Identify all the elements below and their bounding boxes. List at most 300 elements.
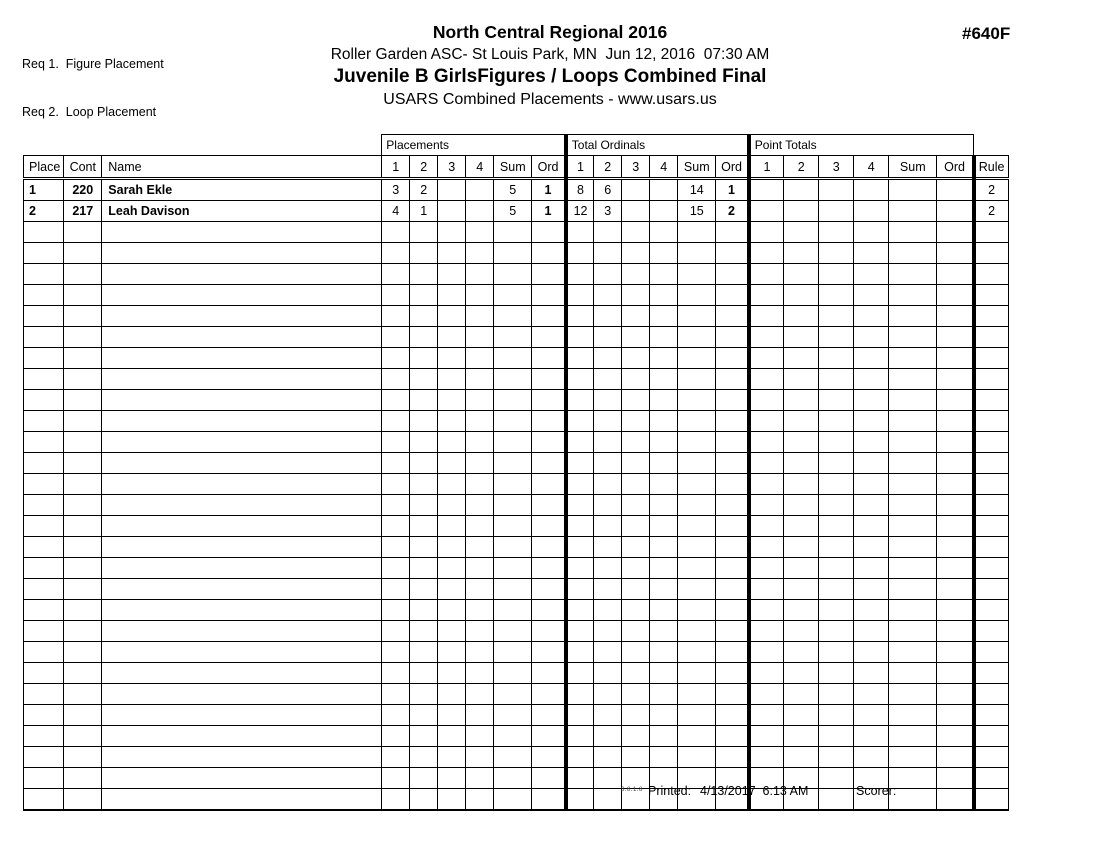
group-header-spacer-right [974, 135, 1008, 156]
cell-pt1 [749, 579, 784, 600]
cell-ptsum [889, 663, 937, 684]
cell-p2 [410, 621, 438, 642]
cell-cont: 220 [64, 179, 102, 201]
cell-pt1 [749, 516, 784, 537]
cell-cont [64, 537, 102, 558]
cell-ptord [937, 600, 974, 621]
cell-name [102, 684, 382, 705]
cell-pt2 [784, 537, 819, 558]
cell-place [24, 747, 64, 768]
cell-ptsum [889, 600, 937, 621]
cell-cont [64, 285, 102, 306]
cell-t2 [594, 516, 622, 537]
cell-t1 [566, 705, 594, 726]
cell-ptord [937, 579, 974, 600]
cell-pt1 [749, 684, 784, 705]
cell-pt2 [784, 327, 819, 348]
cell-place [24, 684, 64, 705]
cell-tord [716, 495, 749, 516]
cell-place [24, 726, 64, 747]
req-line-1: Req 1. Figure Placement [22, 57, 164, 71]
cell-ptord [937, 390, 974, 411]
cell-name: Sarah Ekle [102, 179, 382, 201]
cell-tord [716, 453, 749, 474]
cell-p2 [410, 684, 438, 705]
cell-pt4 [854, 179, 889, 201]
cell-tsum [678, 222, 716, 243]
cell-psum [494, 747, 532, 768]
cell-p1 [382, 579, 410, 600]
cell-p2 [410, 663, 438, 684]
cell-tsum [678, 747, 716, 768]
cell-pt2 [784, 621, 819, 642]
cell-p1 [382, 516, 410, 537]
col-header-tsum: Sum [678, 156, 716, 179]
cell-pord [532, 432, 566, 453]
cell-pord [532, 705, 566, 726]
cell-t2 [594, 684, 622, 705]
cell-p3 [438, 432, 466, 453]
printed-label: Printed: [648, 784, 692, 798]
cell-t1 [566, 558, 594, 579]
cell-t4 [650, 453, 678, 474]
cell-tord [716, 264, 749, 285]
cell-t4 [650, 285, 678, 306]
cell-t1 [566, 222, 594, 243]
cell-t1 [566, 306, 594, 327]
cell-name [102, 642, 382, 663]
cell-tsum [678, 285, 716, 306]
cell-t3 [622, 264, 650, 285]
req-line-2: Req 2. Loop Placement [22, 105, 157, 119]
cell-p2 [410, 348, 438, 369]
cell-tsum [678, 264, 716, 285]
cell-pord [532, 306, 566, 327]
cell-pord [532, 390, 566, 411]
cell-place [24, 453, 64, 474]
cell-name [102, 621, 382, 642]
cell-t4 [650, 747, 678, 768]
cell-rule [974, 600, 1008, 621]
cell-p3 [438, 243, 466, 264]
cell-t1 [566, 579, 594, 600]
cell-name [102, 516, 382, 537]
cell-ptsum [889, 306, 937, 327]
cell-tord [716, 705, 749, 726]
cell-p2 [410, 306, 438, 327]
cell-p1 [382, 537, 410, 558]
col-header-pord: Ord [532, 156, 566, 179]
cell-p3 [438, 684, 466, 705]
cell-ptsum [889, 285, 937, 306]
cell-rule [974, 642, 1008, 663]
empty-row [24, 663, 1009, 684]
cell-p1 [382, 285, 410, 306]
page-title: North Central Regional 2016 [432, 22, 668, 42]
cell-t1 [566, 243, 594, 264]
cell-ptord [937, 348, 974, 369]
cell-pt1 [749, 663, 784, 684]
empty-row [24, 495, 1009, 516]
cell-t1 [566, 432, 594, 453]
cell-cont [64, 390, 102, 411]
empty-row [24, 516, 1009, 537]
cell-pord [532, 495, 566, 516]
cell-name [102, 222, 382, 243]
cell-name [102, 432, 382, 453]
cell-pt2 [784, 705, 819, 726]
cell-p3 [438, 474, 466, 495]
cell-ptsum [889, 705, 937, 726]
cell-pt3 [819, 264, 854, 285]
cell-cont [64, 663, 102, 684]
cell-pt4 [854, 348, 889, 369]
cell-place [24, 264, 64, 285]
cell-p4 [466, 621, 494, 642]
cell-t3 [622, 726, 650, 747]
cell-t4 [650, 705, 678, 726]
cell-p4 [466, 369, 494, 390]
cell-t3 [622, 222, 650, 243]
cell-place [24, 495, 64, 516]
cell-p1 [382, 705, 410, 726]
cell-p3 [438, 411, 466, 432]
col-header-cont: Cont [64, 156, 102, 179]
cell-ptsum [889, 411, 937, 432]
cell-t3 [622, 495, 650, 516]
cell-pt4 [854, 642, 889, 663]
cell-pt1 [749, 474, 784, 495]
cell-pt4 [854, 705, 889, 726]
cell-p3 [438, 537, 466, 558]
cell-t3 [622, 306, 650, 327]
cell-ptord [937, 411, 974, 432]
cell-tord [716, 684, 749, 705]
group-header-spacer-left [24, 135, 382, 156]
cell-t3 [622, 600, 650, 621]
cell-psum [494, 558, 532, 579]
cell-p3 [438, 348, 466, 369]
empty-row [24, 474, 1009, 495]
cell-t3 [622, 663, 650, 684]
empty-row [24, 222, 1009, 243]
cell-pt1 [749, 222, 784, 243]
cell-tsum [678, 537, 716, 558]
cell-rule [974, 348, 1008, 369]
cell-pt3 [819, 642, 854, 663]
cell-place [24, 558, 64, 579]
cell-ptord [937, 306, 974, 327]
cell-p2 [410, 222, 438, 243]
cell-place [24, 411, 64, 432]
cell-psum [494, 348, 532, 369]
cell-tord [716, 642, 749, 663]
cell-pt2 [784, 726, 819, 747]
cell-t3 [622, 453, 650, 474]
cell-t4 [650, 663, 678, 684]
col-header-tord: Ord [716, 156, 749, 179]
cell-pt3 [819, 243, 854, 264]
cell-pt2 [784, 495, 819, 516]
cell-p1 [382, 243, 410, 264]
empty-row [24, 621, 1009, 642]
cell-name [102, 411, 382, 432]
cell-p4 [466, 747, 494, 768]
cell-name [102, 369, 382, 390]
version-text: 3.8.1.8 [621, 787, 643, 793]
cell-p4 [466, 516, 494, 537]
cell-tord [716, 348, 749, 369]
cell-t3 [622, 474, 650, 495]
cell-psum [494, 642, 532, 663]
cell-ptsum [889, 495, 937, 516]
cell-ptord [937, 285, 974, 306]
cell-rule [974, 726, 1008, 747]
cell-p3 [438, 579, 466, 600]
cell-t2 [594, 747, 622, 768]
cell-p1 [382, 264, 410, 285]
cell-t2 [594, 411, 622, 432]
cell-rule [974, 621, 1008, 642]
cell-pt4 [854, 579, 889, 600]
cell-t3 [622, 579, 650, 600]
cell-ptord [937, 264, 974, 285]
cell-pt1 [749, 390, 784, 411]
cell-psum [494, 285, 532, 306]
cell-t1 [566, 390, 594, 411]
cell-tsum [678, 411, 716, 432]
cell-p4 [466, 558, 494, 579]
cell-t2 [594, 369, 622, 390]
cell-p2 [410, 642, 438, 663]
cell-p2 [410, 537, 438, 558]
cell-tord [716, 390, 749, 411]
cell-pt1 [749, 537, 784, 558]
cell-t3 [622, 558, 650, 579]
results-table [23, 134, 1009, 811]
empty-row [24, 285, 1009, 306]
cell-p1 [382, 495, 410, 516]
cell-pt3 [819, 600, 854, 621]
cell-ptsum [889, 243, 937, 264]
cell-cont [64, 558, 102, 579]
cell-pt2 [784, 411, 819, 432]
cell-pt2 [784, 264, 819, 285]
cell-ptsum [889, 621, 937, 642]
cell-t1 [566, 411, 594, 432]
cell-rule [974, 537, 1008, 558]
cell-place [24, 327, 64, 348]
cell-ptord [937, 684, 974, 705]
cell-rule [974, 327, 1008, 348]
cell-cont [64, 474, 102, 495]
cell-ptord [937, 453, 974, 474]
cell-p1 [382, 474, 410, 495]
cell-t3 [622, 747, 650, 768]
cell-tord [716, 285, 749, 306]
cell-tord: 2 [716, 201, 749, 222]
cell-t1 [566, 600, 594, 621]
cell-rule [974, 285, 1008, 306]
cell-place: 1 [24, 179, 64, 201]
cell-tord [716, 474, 749, 495]
empty-row [24, 726, 1009, 747]
cell-t2 [594, 264, 622, 285]
cell-t4 [650, 390, 678, 411]
footer [0, 784, 1100, 804]
cell-t1 [566, 642, 594, 663]
cell-p1 [382, 684, 410, 705]
cell-psum [494, 474, 532, 495]
cell-place [24, 579, 64, 600]
cell-t3 [622, 179, 650, 201]
cell-p4 [466, 705, 494, 726]
cell-p2 [410, 726, 438, 747]
cell-p2 [410, 432, 438, 453]
cell-p3 [438, 705, 466, 726]
cell-t4 [650, 369, 678, 390]
cell-t4 [650, 264, 678, 285]
cell-pt2 [784, 222, 819, 243]
cell-p3 [438, 747, 466, 768]
cell-psum: 5 [494, 179, 532, 201]
cell-name [102, 663, 382, 684]
cell-t4 [650, 243, 678, 264]
cell-pord [532, 474, 566, 495]
cell-pt4 [854, 663, 889, 684]
column-header-row [24, 156, 1009, 179]
cell-pt3 [819, 306, 854, 327]
cell-pt2 [784, 179, 819, 201]
col-header-p2: 2 [410, 156, 438, 179]
cell-pt4 [854, 243, 889, 264]
cell-t3 [622, 537, 650, 558]
cell-t1: 8 [566, 179, 594, 201]
cell-pt1 [749, 642, 784, 663]
col-header-rule: Rule [974, 156, 1008, 179]
cell-t2: 3 [594, 201, 622, 222]
cell-t2 [594, 348, 622, 369]
cell-t2 [594, 243, 622, 264]
empty-row [24, 684, 1009, 705]
cell-psum [494, 453, 532, 474]
cell-pord [532, 348, 566, 369]
col-header-t1: 1 [566, 156, 594, 179]
cell-tsum [678, 642, 716, 663]
cell-t2 [594, 222, 622, 243]
cell-p1 [382, 663, 410, 684]
cell-place: 2 [24, 201, 64, 222]
cell-place [24, 285, 64, 306]
cell-psum [494, 411, 532, 432]
cell-t1 [566, 621, 594, 642]
cell-p2 [410, 747, 438, 768]
col-header-t4: 4 [650, 156, 678, 179]
cell-p4 [466, 411, 494, 432]
cell-p3 [438, 201, 466, 222]
cell-name [102, 705, 382, 726]
col-header-name: Name [102, 156, 382, 179]
cell-p2 [410, 705, 438, 726]
cell-p3 [438, 642, 466, 663]
cell-p4 [466, 600, 494, 621]
cell-ptord [937, 516, 974, 537]
cell-name [102, 285, 382, 306]
cell-pt3 [819, 285, 854, 306]
col-header-pt4: 4 [854, 156, 889, 179]
empty-row [24, 432, 1009, 453]
cell-t2 [594, 495, 622, 516]
cell-p1 [382, 642, 410, 663]
cell-t2 [594, 726, 622, 747]
cell-t4 [650, 516, 678, 537]
cell-t2 [594, 285, 622, 306]
cell-ptsum [889, 747, 937, 768]
scorer-label: Scorer: [856, 784, 897, 798]
cell-place [24, 474, 64, 495]
empty-row [24, 390, 1009, 411]
cell-p2 [410, 369, 438, 390]
cell-pt3 [819, 327, 854, 348]
cell-psum [494, 537, 532, 558]
cell-name [102, 747, 382, 768]
cell-cont [64, 747, 102, 768]
cell-t4 [650, 600, 678, 621]
cell-ptord [937, 432, 974, 453]
cell-place [24, 432, 64, 453]
group-header-point-totals: Point Totals [749, 135, 974, 156]
cell-place [24, 390, 64, 411]
cell-ptsum [889, 516, 937, 537]
cell-ptsum [889, 453, 937, 474]
venue-line: Roller Garden ASC- St Louis Park, MN Jun 12, 2016 07:30 AM [330, 46, 770, 63]
cell-tsum [678, 684, 716, 705]
cell-ptsum [889, 558, 937, 579]
cell-pord [532, 453, 566, 474]
cell-pord [532, 600, 566, 621]
cell-t1: 12 [566, 201, 594, 222]
cell-t1 [566, 495, 594, 516]
cell-psum [494, 390, 532, 411]
cell-cont [64, 579, 102, 600]
cell-t3 [622, 348, 650, 369]
cell-cont [64, 705, 102, 726]
cell-t2 [594, 327, 622, 348]
col-header-pt3: 3 [819, 156, 854, 179]
cell-pt2 [784, 600, 819, 621]
cell-place [24, 243, 64, 264]
cell-pord [532, 285, 566, 306]
cell-pt1 [749, 264, 784, 285]
cell-tord [716, 558, 749, 579]
cell-pord [532, 663, 566, 684]
cell-p4 [466, 179, 494, 201]
cell-p4 [466, 264, 494, 285]
cell-cont [64, 243, 102, 264]
cell-p4 [466, 306, 494, 327]
cell-pt2 [784, 243, 819, 264]
col-header-p4: 4 [466, 156, 494, 179]
cell-name [102, 327, 382, 348]
cell-t3 [622, 642, 650, 663]
cell-pord [532, 642, 566, 663]
cell-pord [532, 558, 566, 579]
cell-tsum [678, 516, 716, 537]
cell-t2 [594, 663, 622, 684]
cell-pt3 [819, 222, 854, 243]
cell-pt4 [854, 684, 889, 705]
cell-rule: 2 [974, 201, 1008, 222]
